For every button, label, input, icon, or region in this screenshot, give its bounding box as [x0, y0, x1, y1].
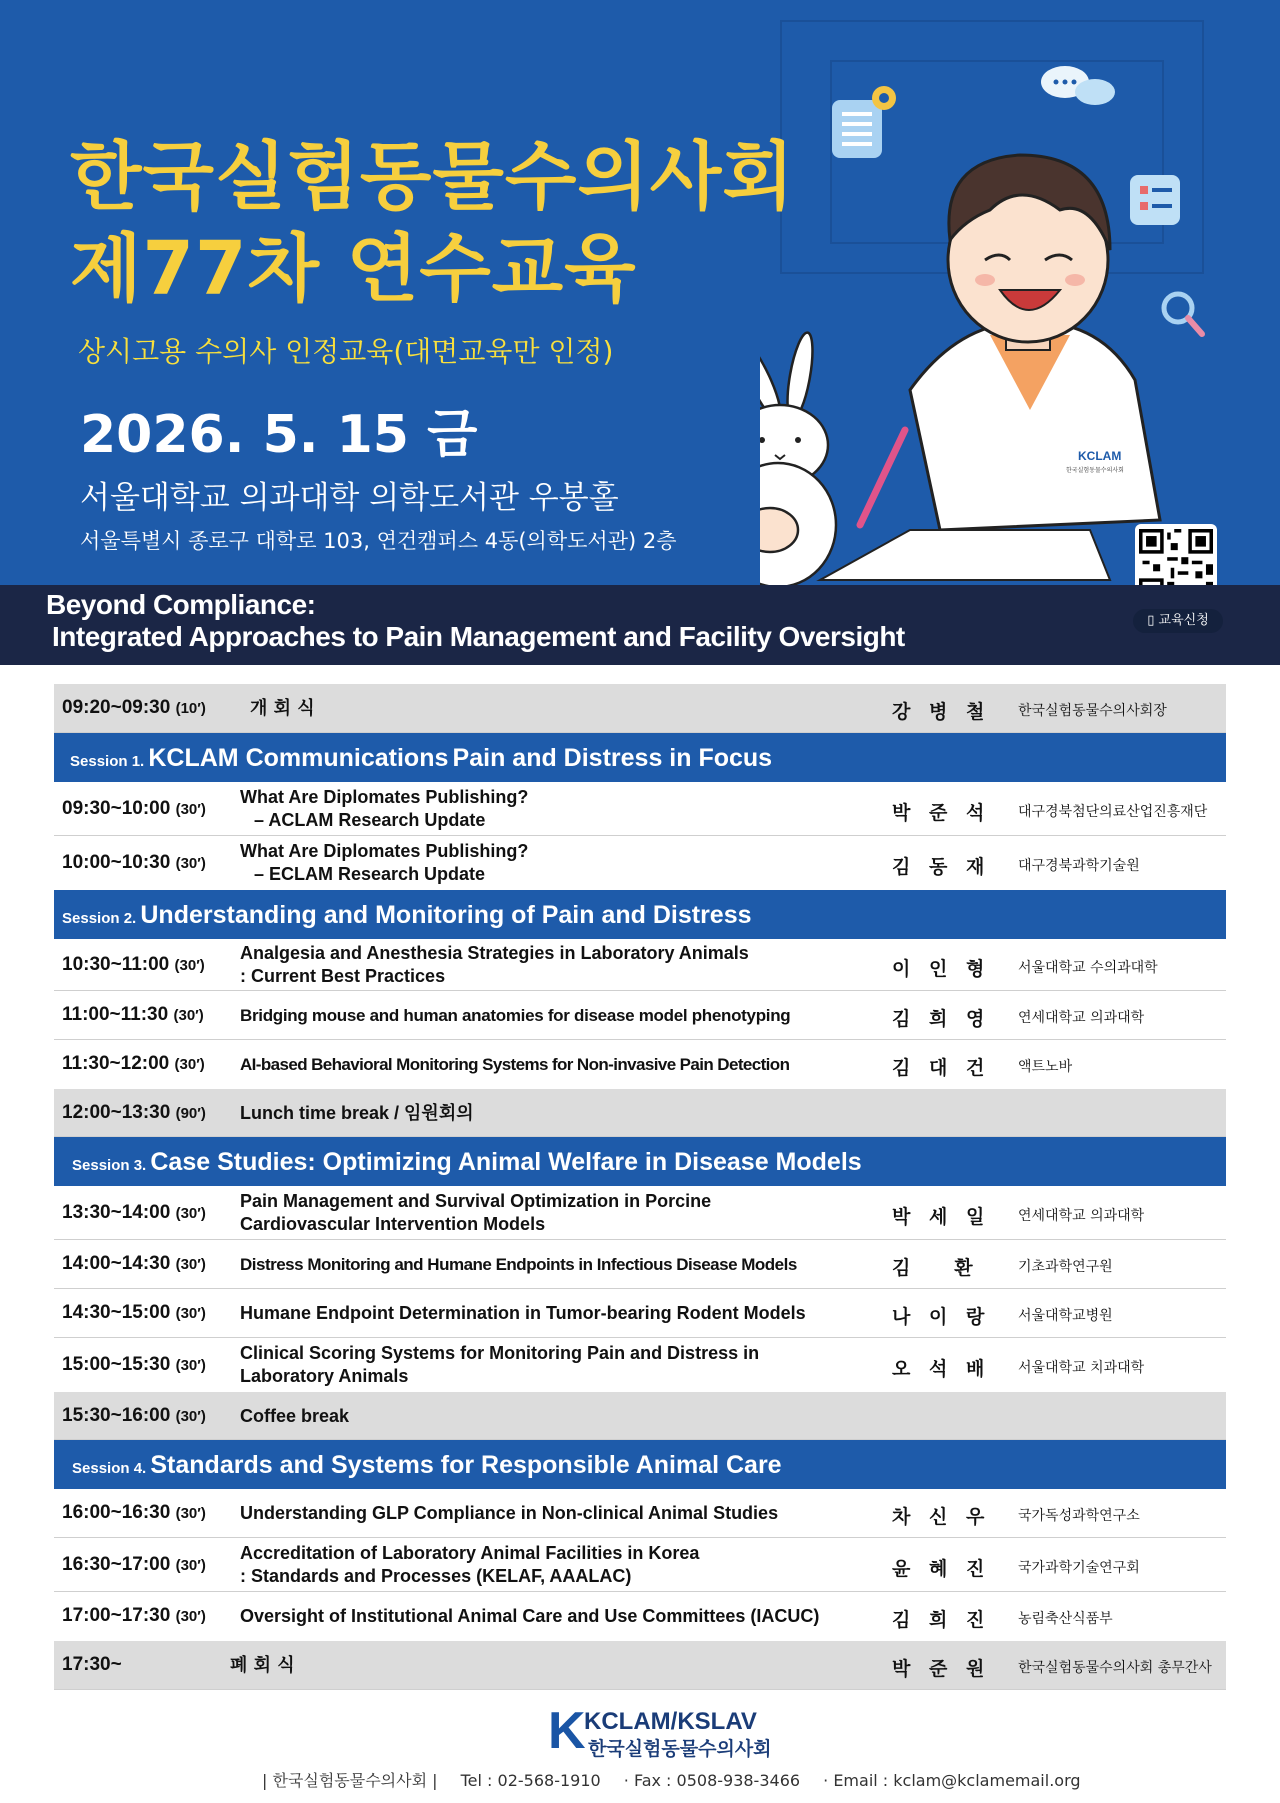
- phone-number: Tel : 02-568-1910: [460, 1771, 601, 1790]
- event-address: 서울특별시 종로구 대학로 103, 연건캠퍼스 4동(의학도서관) 2층: [80, 529, 677, 553]
- registration-qr-code[interactable]: [1135, 524, 1217, 585]
- talk-title: Oversight of Institutional Animal Care and Use Committees (IACUC): [240, 1606, 820, 1626]
- speaker: 차 신 우: [892, 1506, 991, 1528]
- talk-title: AI-based Behavioral Monitoring Systems for Non-invasive Pain Detection: [240, 1055, 790, 1074]
- talk-title: Clinical Scoring Systems for Monitoring Pain and Distress in: [240, 1343, 760, 1363]
- time: 09:30~10:00: [62, 798, 171, 819]
- time: 09:20~09:30: [62, 697, 171, 718]
- talk-title: 폐 회 식: [230, 1655, 295, 1676]
- affiliation: 국가독성과학연구소: [1018, 1508, 1140, 1524]
- time: 13:30~14:00: [62, 1202, 171, 1223]
- affiliation: 서울대학교병원: [1018, 1308, 1113, 1324]
- talk-title: What Are Diplomates Publishing?: [240, 787, 529, 807]
- affiliation: 한국실험동물수의사회 총무간사: [1018, 1660, 1212, 1676]
- speaker: 박 준 원: [892, 1658, 991, 1680]
- session-header: [54, 890, 1226, 939]
- affiliation: 연세대학교 의과대학: [1018, 1010, 1145, 1026]
- talk-title: Pain Management and Survival Optimization in Porcine: [240, 1191, 712, 1211]
- talk-title: Lunch time break / 임원회의: [240, 1103, 474, 1123]
- table-row: [54, 991, 1226, 1040]
- time: 15:30~16:00: [62, 1405, 171, 1426]
- talk-subtitle: Cardiovascular Intervention Models: [240, 1214, 546, 1234]
- time: 16:30~17:00: [62, 1554, 171, 1575]
- affiliation: 대구경북첨단의료산업진흥재단: [1018, 804, 1208, 820]
- theme-line1: Beyond Compliance:: [46, 589, 316, 620]
- registration-label[interactable]: [1133, 609, 1223, 633]
- time: 10:00~10:30: [62, 852, 171, 873]
- kclam-logo: [548, 1702, 788, 1760]
- table-row: [54, 782, 1226, 836]
- duration: (30′): [175, 1557, 206, 1574]
- session-label: Session 2.: [62, 910, 137, 927]
- speaker: 나 이 랑: [892, 1306, 991, 1328]
- time: 17:30~: [62, 1654, 122, 1675]
- speaker: 김 환: [892, 1257, 979, 1279]
- talk-title: Understanding GLP Compliance in Non-clinical Animal Studies: [240, 1503, 779, 1523]
- table-row: [54, 1186, 1226, 1240]
- talk-title: Coffee break: [240, 1406, 350, 1426]
- table-row: [54, 1338, 1226, 1392]
- talk-subtitle: : Standards and Processes (KELAF, AAALAC): [240, 1566, 632, 1586]
- table-row: [54, 1538, 1226, 1592]
- speaker: 오 석 배: [892, 1358, 991, 1380]
- talk-title: Analgesia and Anesthesia Strategies in Laboratory Animals: [240, 943, 749, 963]
- talk-subtitle: – ACLAM Research Update: [254, 810, 486, 830]
- email-address[interactable]: · Email : kclam@kclamemail.org: [823, 1771, 1081, 1790]
- speaker: 김 동 재: [892, 856, 991, 878]
- contact-info: [262, 1768, 1099, 1791]
- affiliation: 연세대학교 의과대학: [1018, 1208, 1145, 1224]
- talk-title: Accreditation of Laboratory Animal Facilities in Korea: [240, 1543, 700, 1563]
- time: 11:00~11:30: [62, 1004, 169, 1025]
- affiliation: 서울대학교 치과대학: [1018, 1360, 1145, 1376]
- duration: (30′): [175, 1608, 206, 1625]
- duration: (30′): [175, 1505, 206, 1522]
- duration: (30′): [175, 801, 206, 818]
- talk-title: Distress Monitoring and Humane Endpoints in Infectious Disease Models: [240, 1255, 797, 1274]
- session-title: Pain and Distress in Focus: [452, 744, 773, 772]
- hero-banner: [0, 0, 1280, 585]
- affiliation: 농림축산식품부: [1018, 1611, 1113, 1627]
- table-row: [54, 836, 1226, 890]
- affiliation: 국가과학기술연구회: [1018, 1560, 1140, 1576]
- session-header: [54, 733, 1226, 782]
- table-row: [54, 1392, 1226, 1440]
- affiliation: 기초과학연구원: [1018, 1259, 1113, 1275]
- duration: (10′): [175, 700, 206, 717]
- duration: (30′): [175, 1305, 206, 1322]
- speaker: 박 세 일: [892, 1206, 991, 1228]
- registration-label-text: 교육신청: [1158, 613, 1209, 628]
- session-label: Session 1.: [70, 753, 145, 770]
- speaker: 박 준 석: [892, 802, 991, 824]
- table-row: [54, 1641, 1226, 1690]
- talk-subtitle: : Current Best Practices: [240, 966, 446, 986]
- table-row: [54, 1040, 1226, 1089]
- speaker: 강 병 철: [892, 701, 991, 723]
- time: 16:00~16:30: [62, 1502, 171, 1523]
- time: 12:00~13:30: [62, 1102, 171, 1123]
- talk-title: Humane Endpoint Determination in Tumor-bearing Rodent Models: [240, 1303, 806, 1323]
- duration: (30′): [174, 1056, 205, 1073]
- talk-subtitle: Laboratory Animals: [240, 1366, 409, 1386]
- org-name: | 한국실험동물수의사회 |: [262, 1771, 438, 1790]
- time: 11:30~12:00: [62, 1053, 170, 1074]
- table-row: [54, 1289, 1226, 1338]
- talk-title: Bridging mouse and human anatomies for disease model phenotyping: [240, 1006, 791, 1025]
- duration: (30′): [173, 1007, 204, 1024]
- duration: (30′): [175, 855, 206, 872]
- session-title: Standards and Systems for Responsible Animal Care: [150, 1451, 782, 1479]
- program-table: [54, 684, 1226, 1690]
- kclam-badge-text: KCLAM: [1078, 449, 1122, 463]
- table-row: [54, 1592, 1226, 1641]
- speaker: 김 희 진: [892, 1609, 991, 1631]
- time: 17:00~17:30: [62, 1605, 171, 1626]
- talk-title: What Are Diplomates Publishing?: [240, 841, 529, 861]
- chat-bubble-icon: [1041, 66, 1115, 105]
- qr-code-icon: [1139, 528, 1213, 585]
- table-row: [54, 1240, 1226, 1289]
- logo-text-ko: 한국실험동물수의사회: [588, 1738, 772, 1760]
- affiliation: 서울대학교 수의과대학: [1018, 960, 1158, 976]
- time: 15:00~15:30: [62, 1354, 171, 1375]
- speaker: 김 희 영: [892, 1008, 991, 1030]
- title-line1: 한국실험동물수의사회: [70, 134, 795, 220]
- session-title: Understanding and Monitoring of Pain and Distress: [140, 901, 752, 929]
- kclam-badge-sub: 한국실험동물수의사회: [1066, 467, 1124, 474]
- vet-rabbit-illustration: [760, 60, 1280, 585]
- session-highlight: Case Studies: [150, 1148, 308, 1176]
- theme-line2: Integrated Approaches to Pain Management and Facility Oversight: [52, 621, 905, 652]
- logo-k-mark: K: [548, 1702, 586, 1760]
- subtitle: 상시고용 수의사 인정교육(대면교육만 인정): [78, 335, 614, 368]
- document-icon: [1130, 175, 1180, 225]
- session-header: [54, 1137, 1226, 1186]
- table-row: [54, 939, 1226, 991]
- session-highlight: KCLAM Communications: [148, 744, 449, 772]
- checklist-icon: [832, 86, 896, 158]
- affiliation: 한국실험동물수의사회장: [1018, 703, 1167, 719]
- duration: (30′): [175, 1205, 206, 1222]
- duration: (30′): [175, 1357, 206, 1374]
- time: 14:00~14:30: [62, 1253, 171, 1274]
- event-date: 2026. 5. 15 금: [80, 405, 478, 465]
- time: 14:30~15:00: [62, 1302, 171, 1323]
- duration: (30′): [174, 957, 205, 974]
- title-line2: 제77차 연수교육: [70, 226, 637, 312]
- table-row: [54, 1089, 1226, 1137]
- talk-title: 개 회 식: [250, 698, 315, 719]
- logo-text-en: KCLAM/KSLAV: [584, 1708, 757, 1735]
- session-label: Session 4.: [72, 1460, 147, 1477]
- event-venue: 서울대학교 의과대학 의학도서관 우봉홀: [80, 480, 619, 516]
- table-row: [54, 684, 1226, 733]
- duration: (30′): [175, 1256, 206, 1273]
- speaker: 이 인 형: [892, 958, 991, 980]
- duration: (90′): [175, 1105, 206, 1122]
- session-title: : Optimizing Animal Welfare in Disease Models: [307, 1148, 862, 1176]
- session-header: [54, 1440, 1226, 1489]
- affiliation: 액트노바: [1018, 1059, 1073, 1075]
- table-row: [54, 1489, 1226, 1538]
- duration: (30′): [175, 1408, 206, 1425]
- talk-subtitle: – ECLAM Research Update: [254, 864, 486, 884]
- affiliation: 대구경북과학기술원: [1018, 858, 1140, 874]
- speaker: 김 대 건: [892, 1057, 991, 1079]
- session-label: Session 3.: [72, 1157, 147, 1174]
- phone-icon: ▯: [1147, 613, 1155, 628]
- speaker: 윤 혜 진: [892, 1558, 991, 1580]
- theme-band: [0, 585, 1280, 665]
- fax-number: · Fax : 0508-938-3466: [623, 1771, 801, 1790]
- magnifier-icon: [1164, 294, 1202, 334]
- time: 10:30~11:00: [62, 954, 170, 975]
